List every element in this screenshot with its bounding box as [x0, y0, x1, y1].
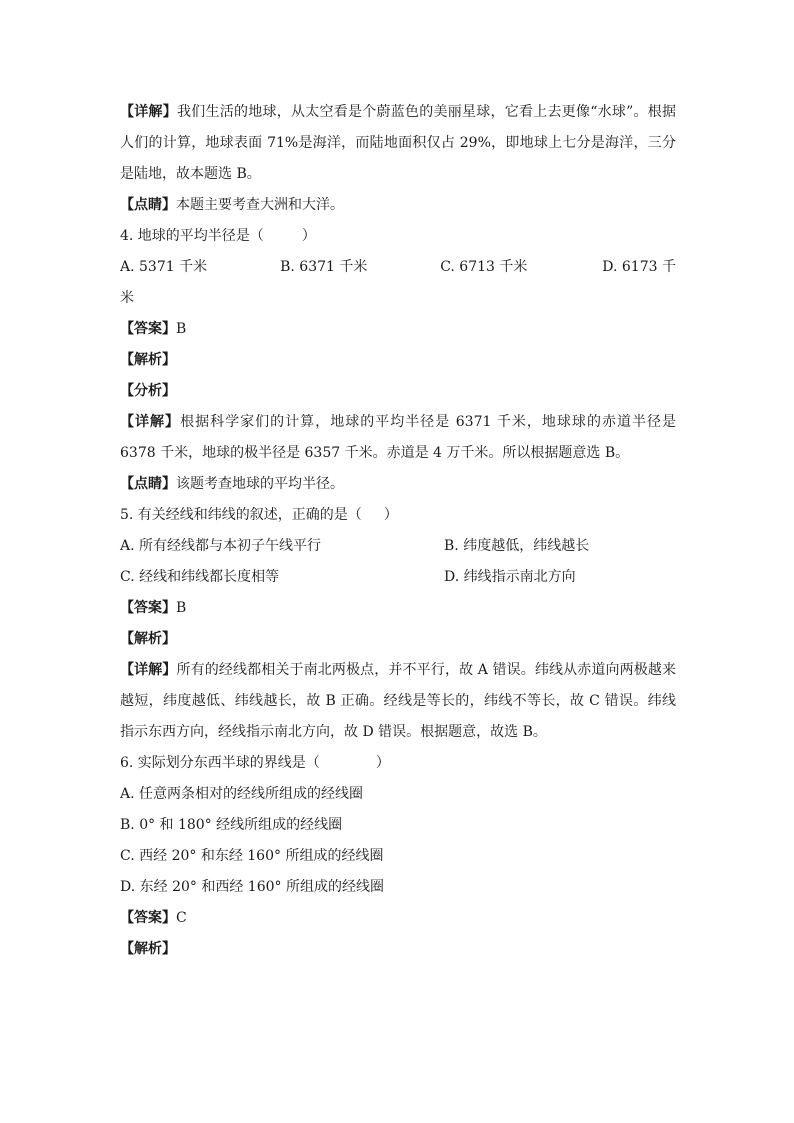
q5-options-row-1: [120, 531, 676, 562]
q5-options-row-2: [120, 562, 676, 593]
q5-detail-tag: 【详解】: [120, 662, 177, 678]
q6-stem-end: ）: [375, 755, 390, 771]
q5-analysis-tag: 【解析】: [120, 631, 176, 647]
q5-answer: [120, 593, 676, 624]
q4-answer: [120, 314, 676, 345]
q5-answer-tag: 【答案】: [120, 600, 176, 616]
q6-stem: [120, 748, 676, 779]
q4-analysis-tag: 【解析】: [120, 352, 176, 368]
q4-options: [120, 252, 676, 283]
q3-detail: [120, 97, 676, 190]
q5-stem: [120, 500, 676, 531]
q5-option-c: C. 经线和纬线都长度相等: [120, 569, 280, 585]
q4-option-c: C. 6713 千米: [440, 259, 528, 275]
q4-option-a: A. 5371 千米: [120, 259, 208, 275]
q6-answer-value: C: [176, 910, 187, 926]
q4-note-tag: 【点睛】: [120, 476, 176, 492]
q4-detail-text: 根据科学家们的计算，地球的平均半径是 6371 千米，地球球的赤道半径是 6378 千米，地球的极半径是 6357 千米。赤道是 4 万千米。所以根据题意选 B。: [120, 414, 677, 461]
q3-detail-text: 我们生活的地球，从太空看是个蔚蓝色的美丽星球，它看上去更像“水球”。根据人们的计算，地球表面 71%是海洋，而陆地面积仅占 29%，即地球上七分是海洋，三分是陆地，故本题选 B。: [120, 104, 677, 182]
q4-answer-tag: 【答案】: [120, 321, 176, 337]
q6-answer-tag: 【答案】: [120, 910, 176, 926]
q4-detail-tag: 【详解】: [120, 414, 181, 430]
q4-answer-value: B: [176, 321, 187, 337]
q4-stem-end: ）: [301, 228, 316, 244]
q3-note-tag: 【点睛】: [120, 197, 176, 213]
q6-option-c: C. 西经 20° 和东经 160° 所组成的经线圈: [120, 848, 384, 864]
q4-stem: [120, 221, 676, 252]
q3-note: [120, 190, 676, 221]
q5-detail-text: 所有的经线都相关于南北两极点，并不平行，故 A 错误。纬线从赤道向两极越来越短，纬度越低、纬线越长，故 B 正确。经线是等长的，纬线不等长，故 C 错误。纬线指示东西方向，经线指示南北方向，故 D 错误。根据题意，故选 B。: [120, 662, 676, 740]
q5-option-d: D. 纬线指示南北方向: [444, 569, 576, 585]
q4-note-text: 该题考查地球的平均半径。: [176, 476, 344, 492]
q5-stem-end: ）: [383, 507, 398, 523]
q5-stem-text: 5. 有关经线和纬线的叙述，正确的是（: [120, 507, 362, 523]
q6-option-b: B. 0° 和 180° 经线所组成的经线圈: [120, 817, 343, 833]
q4-option-wrap: 米: [120, 290, 134, 306]
q5-answer-value: B: [176, 600, 187, 616]
q6-analysis-tag: 【解析】: [120, 941, 176, 957]
q4-option-b: B. 6371 千米: [280, 259, 368, 275]
q4-option-d: D. 6173 千: [602, 259, 676, 275]
q5-option-a: A. 所有经线都与本初子午线平行: [120, 538, 322, 554]
q6-stem-text: 6. 实际划分东西半球的界线是（: [120, 755, 320, 771]
q4-note: [120, 469, 676, 500]
q4-detail: [120, 407, 676, 469]
q6-option-a: A. 任意两条相对的经线所组成的经线圈: [120, 786, 364, 802]
q3-detail-tag: 【详解】: [120, 104, 177, 120]
q6-answer: [120, 903, 676, 934]
q4-analyze-tag: 【分析】: [120, 383, 176, 399]
document-page: [120, 97, 676, 965]
q4-stem-text: 4. 地球的平均半径是（: [120, 228, 264, 244]
q3-note-text: 本题主要考查大洲和大洋。: [176, 197, 344, 213]
q5-option-b: B. 纬度越低，纬线越长: [444, 538, 590, 554]
q6-option-d: D. 东经 20° 和西经 160° 所组成的经线圈: [120, 879, 384, 895]
q5-detail: [120, 655, 676, 748]
